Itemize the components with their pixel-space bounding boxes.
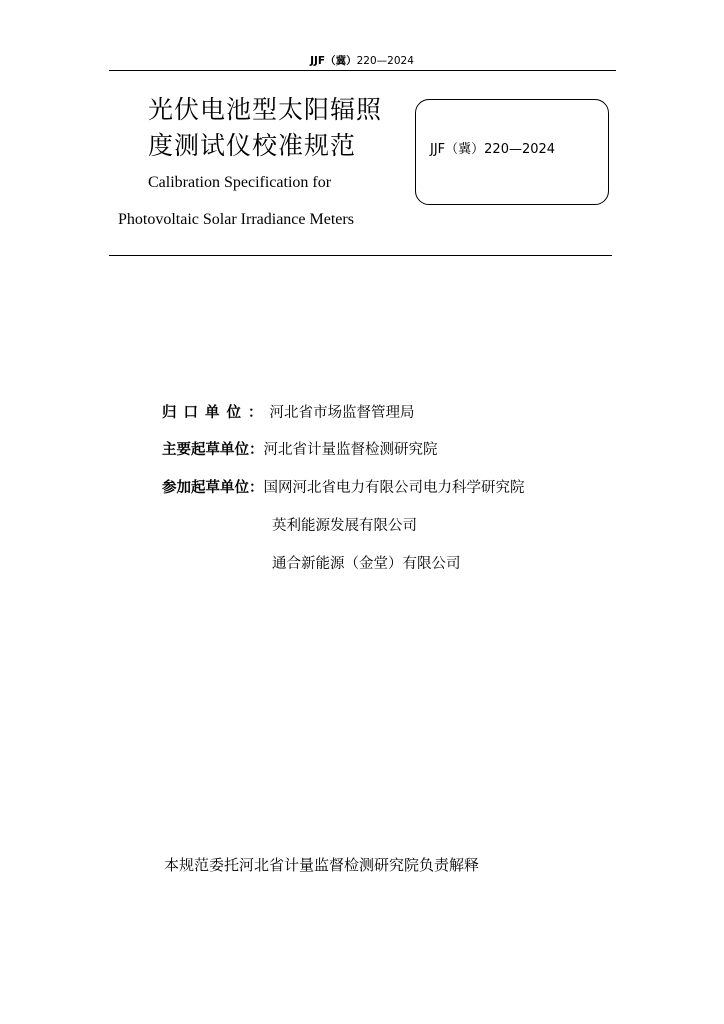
title-divider	[109, 255, 612, 256]
participating-drafter-label: 参加起草单位：	[162, 480, 264, 496]
main-drafter-value: 河北省计量监督检测研究院	[263, 442, 438, 458]
english-title-line-2: Photovoltaic Solar Irradiance Meters	[118, 211, 354, 228]
responsible-unit-label: 归口单位：	[162, 405, 270, 421]
standard-code-box-text: JJF（冀）220—2024	[430, 142, 556, 157]
participating-drafter-row	[162, 476, 525, 497]
participating-drafter-value-1: 国网河北省电力有限公司电力科学研究院	[263, 480, 525, 496]
participating-drafter-value-3: 通合新能源（金堂）有限公司	[272, 556, 461, 572]
header-standard-code	[0, 53, 724, 68]
interpretation-note: 本规范委托河北省计量监督检测研究院负责解释	[164, 856, 480, 874]
participating-drafter-value-2: 英利能源发展有限公司	[272, 518, 417, 534]
main-drafter-label: 主要起草单位：	[162, 442, 264, 458]
main-drafter-row	[162, 438, 438, 459]
responsible-unit-row	[162, 401, 415, 422]
responsible-unit-value: 河北省市场监督管理局	[269, 405, 415, 421]
header-divider	[109, 70, 616, 71]
header-code-prefix: JJF（冀）	[310, 55, 357, 67]
chinese-title-line-1: 光伏电池型太阳辐照	[148, 95, 383, 124]
chinese-title-line-2: 度测试仪校准规范	[148, 131, 357, 160]
english-title-line-1: Calibration Specification for	[148, 174, 332, 191]
header-code-number: 220—2024	[356, 55, 414, 67]
chinese-title	[148, 92, 408, 164]
standard-code-box	[415, 99, 609, 205]
